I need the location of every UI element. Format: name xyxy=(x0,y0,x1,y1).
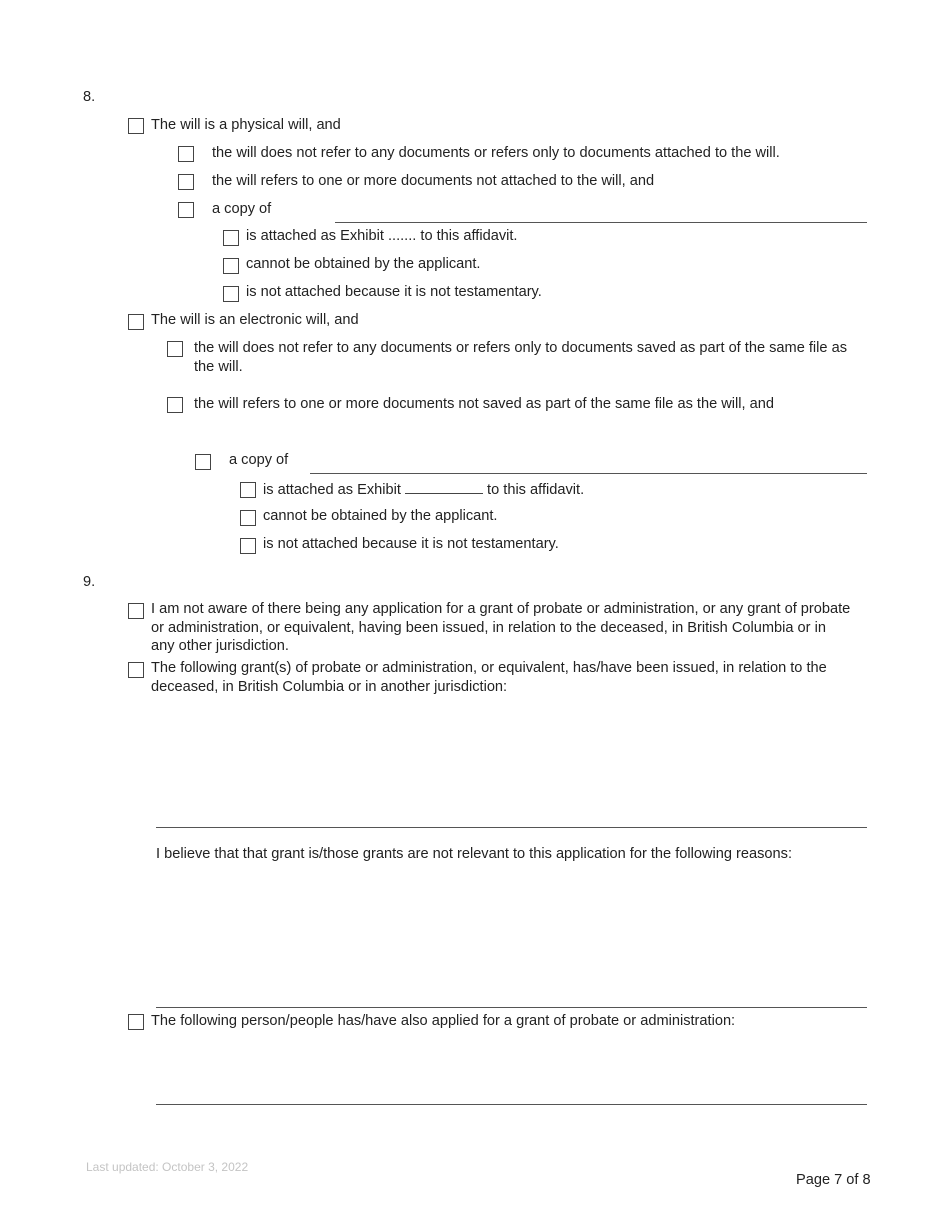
physical-not-attached-label: is not attached because it is not testamentary. xyxy=(246,284,542,300)
not-aware-checkbox[interactable] xyxy=(128,603,144,619)
electronic-refers-label: the will refers to one or more documents not saved as part of the same file as the will, and xyxy=(194,396,774,412)
electronic-attached-post: to this affidavit. xyxy=(487,482,585,498)
physical-copy-of-checkbox[interactable] xyxy=(178,202,194,218)
following-people-label: The following person/people has/have also applied for a grant of probate or administration: xyxy=(151,1013,736,1029)
electronic-attached-checkbox[interactable] xyxy=(240,482,256,498)
page-number: Page 7 of 8 xyxy=(796,1172,871,1188)
electronic-cannot-label: cannot be obtained by the applicant. xyxy=(263,508,498,524)
physical-will-label: The will is a physical will, and xyxy=(151,117,341,133)
physical-cannot-checkbox[interactable] xyxy=(223,258,239,274)
physical-refers-label: the will refers to one or more documents not attached to the will, and xyxy=(212,173,655,189)
following-grants-checkbox[interactable] xyxy=(128,662,144,678)
reasons-field[interactable] xyxy=(156,1007,867,1008)
electronic-not-attached-label: is not attached because it is not testamentary. xyxy=(263,536,559,552)
electronic-refers-checkbox[interactable] xyxy=(167,397,183,413)
not-aware-label: I am not aware of there being any application for a grant of probate or administration, or any grant of probate or administration, or equivalent, having been issued, in relation to the deceased, in British Columbia or in any other jurisdiction. xyxy=(151,601,851,654)
physical-copy-of-field[interactable] xyxy=(335,222,867,223)
physical-attached-label: is attached as Exhibit ....... to this affidavit. xyxy=(246,228,518,244)
physical-no-refer-label: the will does not refer to any documents or refers only to documents attached to the will. xyxy=(212,145,780,161)
physical-attached-checkbox[interactable] xyxy=(223,230,239,246)
following-people-checkbox[interactable] xyxy=(128,1014,144,1030)
physical-not-attached-checkbox[interactable] xyxy=(223,286,239,302)
electronic-copy-of-label: a copy of xyxy=(229,452,289,468)
electronic-cannot-checkbox[interactable] xyxy=(240,510,256,526)
believe-label: I believe that that grant is/those grants are not relevant to this application for the following reasons: xyxy=(156,846,793,862)
electronic-attached-label xyxy=(263,479,584,500)
section-8-number: 8. xyxy=(83,89,96,105)
section-9-number: 9. xyxy=(83,574,96,590)
grants-details-field[interactable] xyxy=(156,827,867,828)
following-grants-label: The following grant(s) of probate or administration, or equivalent, has/have been issued, in relation to the deceased, in British Columbia or in another jurisdiction: xyxy=(151,660,827,695)
physical-cannot-label: cannot be obtained by the applicant. xyxy=(246,256,481,272)
electronic-no-refer-label: the will does not refer to any documents or refers only to documents saved as part of the same file as the will. xyxy=(194,340,847,375)
electronic-will-checkbox[interactable] xyxy=(128,314,144,330)
electronic-not-attached-checkbox[interactable] xyxy=(240,538,256,554)
electronic-no-refer-checkbox[interactable] xyxy=(167,341,183,357)
electronic-will-label: The will is an electronic will, and xyxy=(151,312,359,328)
physical-no-refer-checkbox[interactable] xyxy=(178,146,194,162)
physical-refers-checkbox[interactable] xyxy=(178,174,194,190)
electronic-attached-pre: is attached as Exhibit xyxy=(263,482,401,498)
electronic-copy-of-checkbox[interactable] xyxy=(195,454,211,470)
electronic-copy-of-field[interactable] xyxy=(310,473,867,474)
physical-will-checkbox[interactable] xyxy=(128,118,144,134)
last-updated: Last updated: October 3, 2022 xyxy=(86,1160,249,1174)
electronic-exhibit-field[interactable] xyxy=(405,479,483,494)
physical-copy-of-label: a copy of xyxy=(212,201,272,217)
people-details-field[interactable] xyxy=(156,1104,867,1105)
